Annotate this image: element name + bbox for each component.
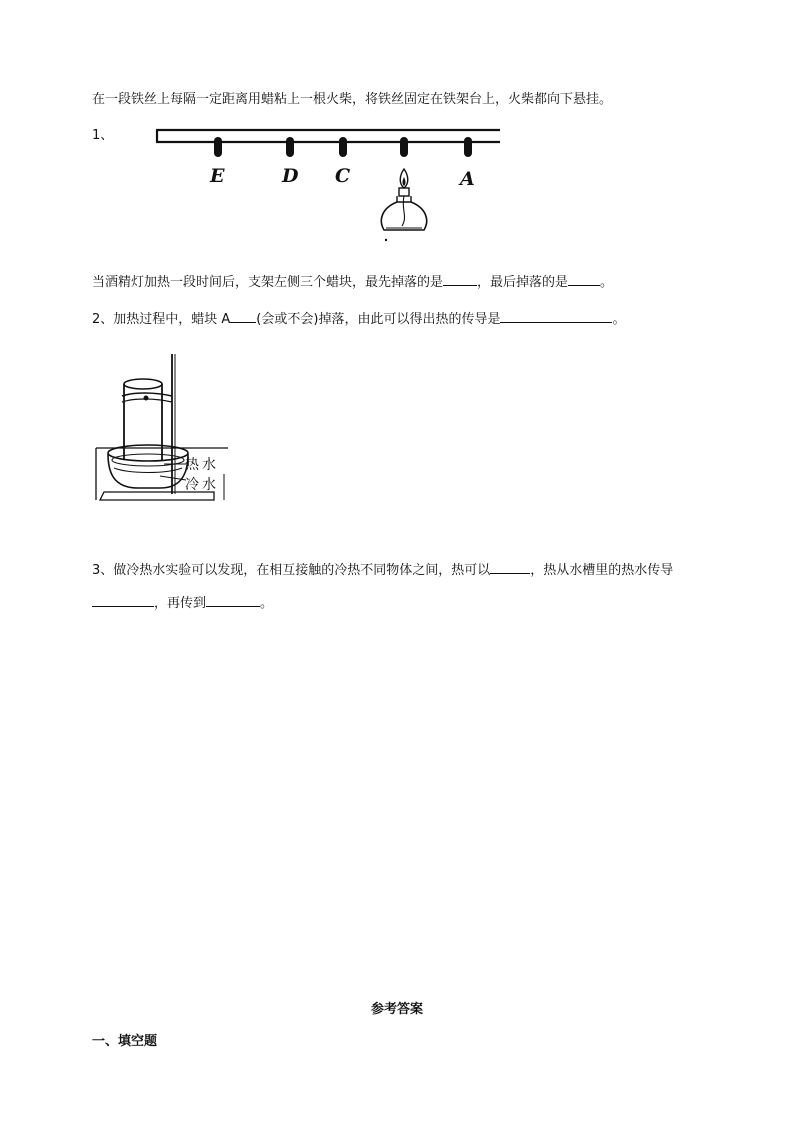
question-3-text-line2 xyxy=(92,594,273,612)
q1-blank-last[interactable] xyxy=(568,273,600,286)
q2-text-c: 。 xyxy=(612,312,626,327)
question-2-text xyxy=(92,310,625,328)
question-1-number: 1、 xyxy=(92,128,114,143)
label-a: A xyxy=(460,168,475,190)
question-1-text xyxy=(92,273,613,291)
alcohol-lamp-icon xyxy=(381,169,426,241)
q1-blank-first[interactable] xyxy=(443,273,477,286)
intro-text: 在一段铁丝上每隔一定距离用蜡粘上一根火柴，将铁丝固定在铁架台上，火柴都向下悬挂。 xyxy=(92,92,613,107)
wire-experiment-figure xyxy=(150,122,502,246)
q1-text-b: ，最后掉落的是 xyxy=(477,275,569,290)
hot-water-label: 热水 xyxy=(185,457,219,473)
q3-blank-transfer[interactable] xyxy=(490,561,530,574)
answers-title: 参考答案 xyxy=(370,1002,423,1017)
q1-text-a: 当酒精灯加热一段时间后，支架左侧三个蜡块，最先掉落的是 xyxy=(92,275,444,290)
q2-blank-conduction[interactable] xyxy=(500,310,612,323)
q2-blank-fall[interactable] xyxy=(230,310,256,323)
water-experiment-figure xyxy=(94,352,228,504)
cold-water-label: 冷水 xyxy=(185,477,219,493)
label-c: C xyxy=(335,165,351,187)
q1-text-c: 。 xyxy=(600,275,614,290)
wax-block-a xyxy=(464,137,472,157)
wax-block-e xyxy=(214,137,222,157)
q3-text-a: 3、做冷热水实验可以发现，在相互接触的冷热不同物体之间，热可以 xyxy=(92,563,491,578)
q3-text-c: ，再传到 xyxy=(154,596,207,611)
question-3-text-line1 xyxy=(92,561,673,579)
wax-block-d xyxy=(286,137,294,157)
q2-text-a: 2、加热过程中，蜡块 A xyxy=(92,312,231,327)
q3-blank-first-medium[interactable] xyxy=(92,594,154,607)
label-e: E xyxy=(210,165,225,187)
wax-block-c xyxy=(339,137,347,157)
q3-text-d: 。 xyxy=(260,596,274,611)
wax-block-b xyxy=(400,137,408,157)
answers-section-title: 一、填空题 xyxy=(92,1034,158,1049)
q2-text-b: (会或不会)掉落，由此可以得出热的传导是 xyxy=(256,312,501,327)
q3-text-b: ，热从水槽里的热水传导 xyxy=(530,563,674,578)
label-d: D xyxy=(282,165,299,187)
q3-blank-second-medium[interactable] xyxy=(206,594,260,607)
